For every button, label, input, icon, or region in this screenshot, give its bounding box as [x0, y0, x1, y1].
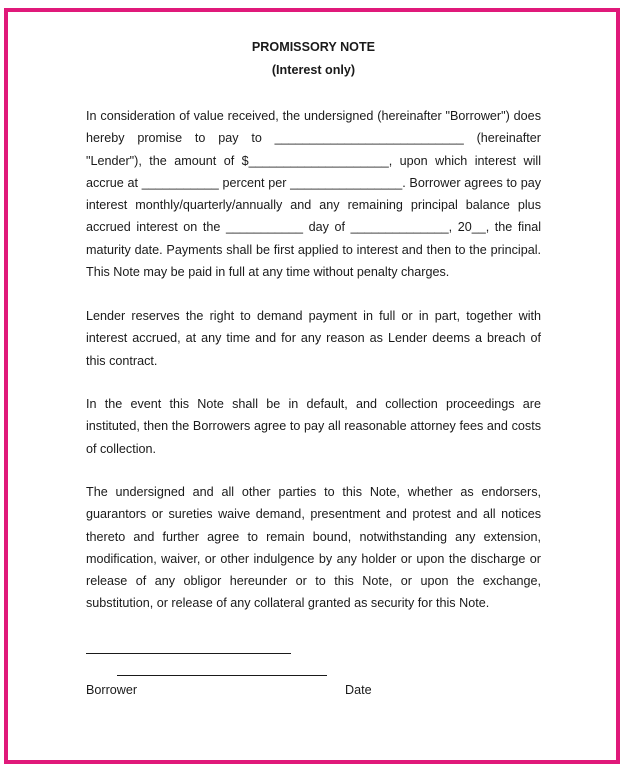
- paragraph-waiver: The undersigned and all other parties to this Note, whether as endorsers, guarantors or sureties waive demand, presentment and protest and all notices thereto and further agree to remain bound, notwithstanding any extension, modification, waiver, or other indulgence by any holder or upon the discharge or release of any obligor hereunder or to this Note, or upon the exchange, substitution, or release of any collateral granted as security for this Note.: [86, 485, 541, 611]
- borrower-label: Borrower: [86, 683, 138, 697]
- document-title: PROMISSORY NOTE: [251, 40, 376, 54]
- date-label: Date: [345, 683, 372, 697]
- paragraph-demand-rights: Lender reserves the right to demand payment in full or in part, together with interest accrued, at any time and for any reason as Lender deems a breach of this contract.: [86, 309, 541, 368]
- document-subtitle: (Interest only): [271, 63, 356, 77]
- paragraph-default: In the event this Note shall be in default, and collection proceedings are instituted, then the Borrowers agree to pay all reasonable attorney fees and costs of collection.: [86, 397, 541, 456]
- paragraph-consideration: In consideration of value received, the undersigned (hereinafter "Borrower") does hereby promise to pay to ___________________________ (hereinafter "Lender"), the amount of $____________________, upon which interest will accrue at ___________ percent per ________________. Borrower agrees to pay interest monthly/quarterly/annually and any remaining principal balance plus accrued interest on the ___________ day of ______________, 20__, the final maturity date. Payments shall be first applied to interest and then to the principal. This Note may be paid in full at any time without penalty charges.: [86, 109, 541, 280]
- signature-line-lower: [117, 675, 327, 676]
- signature-line-upper: [86, 653, 291, 654]
